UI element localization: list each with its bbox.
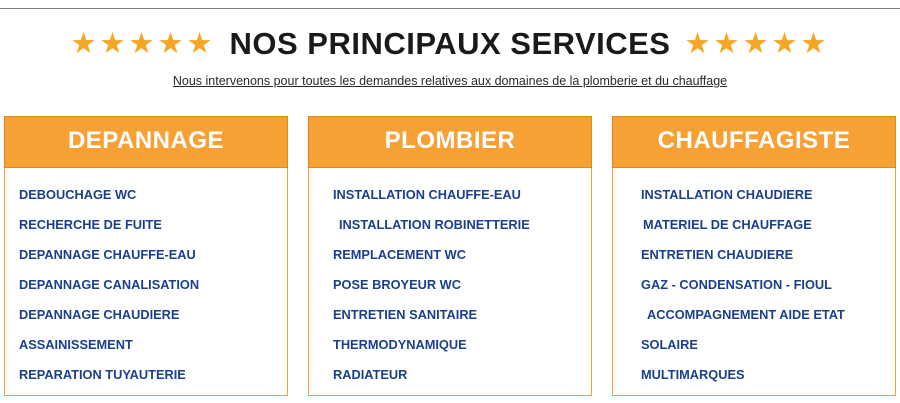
page-title: NOS PRINCIPAUX SERVICES <box>229 26 671 61</box>
service-card-depannage <box>4 116 288 396</box>
list-item[interactable]: DEPANNAGE CHAUFFE-EAU <box>19 247 196 262</box>
list-item[interactable]: REMPLACEMENT WC <box>333 247 466 262</box>
list-item[interactable]: POSE BROYEUR WC <box>333 277 461 292</box>
card-items-depannage <box>4 168 288 396</box>
list-item[interactable]: ASSAINISSEMENT <box>19 337 133 352</box>
top-divider <box>0 8 900 9</box>
list-item[interactable]: SOLAIRE <box>641 337 698 352</box>
card-title-depannage: DEPANNAGE <box>4 116 288 168</box>
stars-right-icon: ★★★★★ <box>684 27 830 60</box>
title-line <box>0 26 900 62</box>
list-item[interactable]: DEBOUCHAGE WC <box>19 187 137 202</box>
list-item[interactable]: DEPANNAGE CHAUDIERE <box>19 307 180 322</box>
list-item[interactable]: ACCOMPAGNEMENT AIDE ETAT <box>647 307 845 322</box>
list-item[interactable]: ENTRETIEN CHAUDIERE <box>641 247 794 262</box>
card-items-chauffagiste <box>612 168 896 396</box>
list-item[interactable]: INSTALLATION ROBINETTERIE <box>339 217 530 232</box>
stars-left-icon: ★★★★★ <box>70 27 216 60</box>
list-item[interactable]: MATERIEL DE CHAUFFAGE <box>643 217 812 232</box>
service-card-chauffagiste <box>612 116 896 396</box>
list-item[interactable]: REPARATION TUYAUTERIE <box>19 367 186 382</box>
list-item[interactable]: MULTIMARQUES <box>641 367 745 382</box>
list-item[interactable]: INSTALLATION CHAUDIERE <box>641 187 813 202</box>
card-title-chauffagiste: CHAUFFAGISTE <box>612 116 896 168</box>
list-item[interactable]: RADIATEUR <box>333 367 408 382</box>
card-items-plombier <box>308 168 592 396</box>
service-card-plombier <box>308 116 592 396</box>
page-subtitle: Nous intervenons pour toutes les demandes relatives aux domaines de la plomberie et du chauffage <box>172 74 728 88</box>
list-item[interactable]: ENTRETIEN SANITAIRE <box>333 307 478 322</box>
list-item[interactable]: DEPANNAGE CANALISATION <box>19 277 200 292</box>
services-columns <box>0 116 900 396</box>
page-header <box>0 26 900 88</box>
list-item[interactable]: INSTALLATION CHAUFFE-EAU <box>333 187 521 202</box>
card-title-plombier: PLOMBIER <box>308 116 592 168</box>
list-item[interactable]: THERMODYNAMIQUE <box>333 337 467 352</box>
list-item[interactable]: GAZ - CONDENSATION - FIOUL <box>641 277 832 292</box>
list-item[interactable]: RECHERCHE DE FUITE <box>19 217 162 232</box>
